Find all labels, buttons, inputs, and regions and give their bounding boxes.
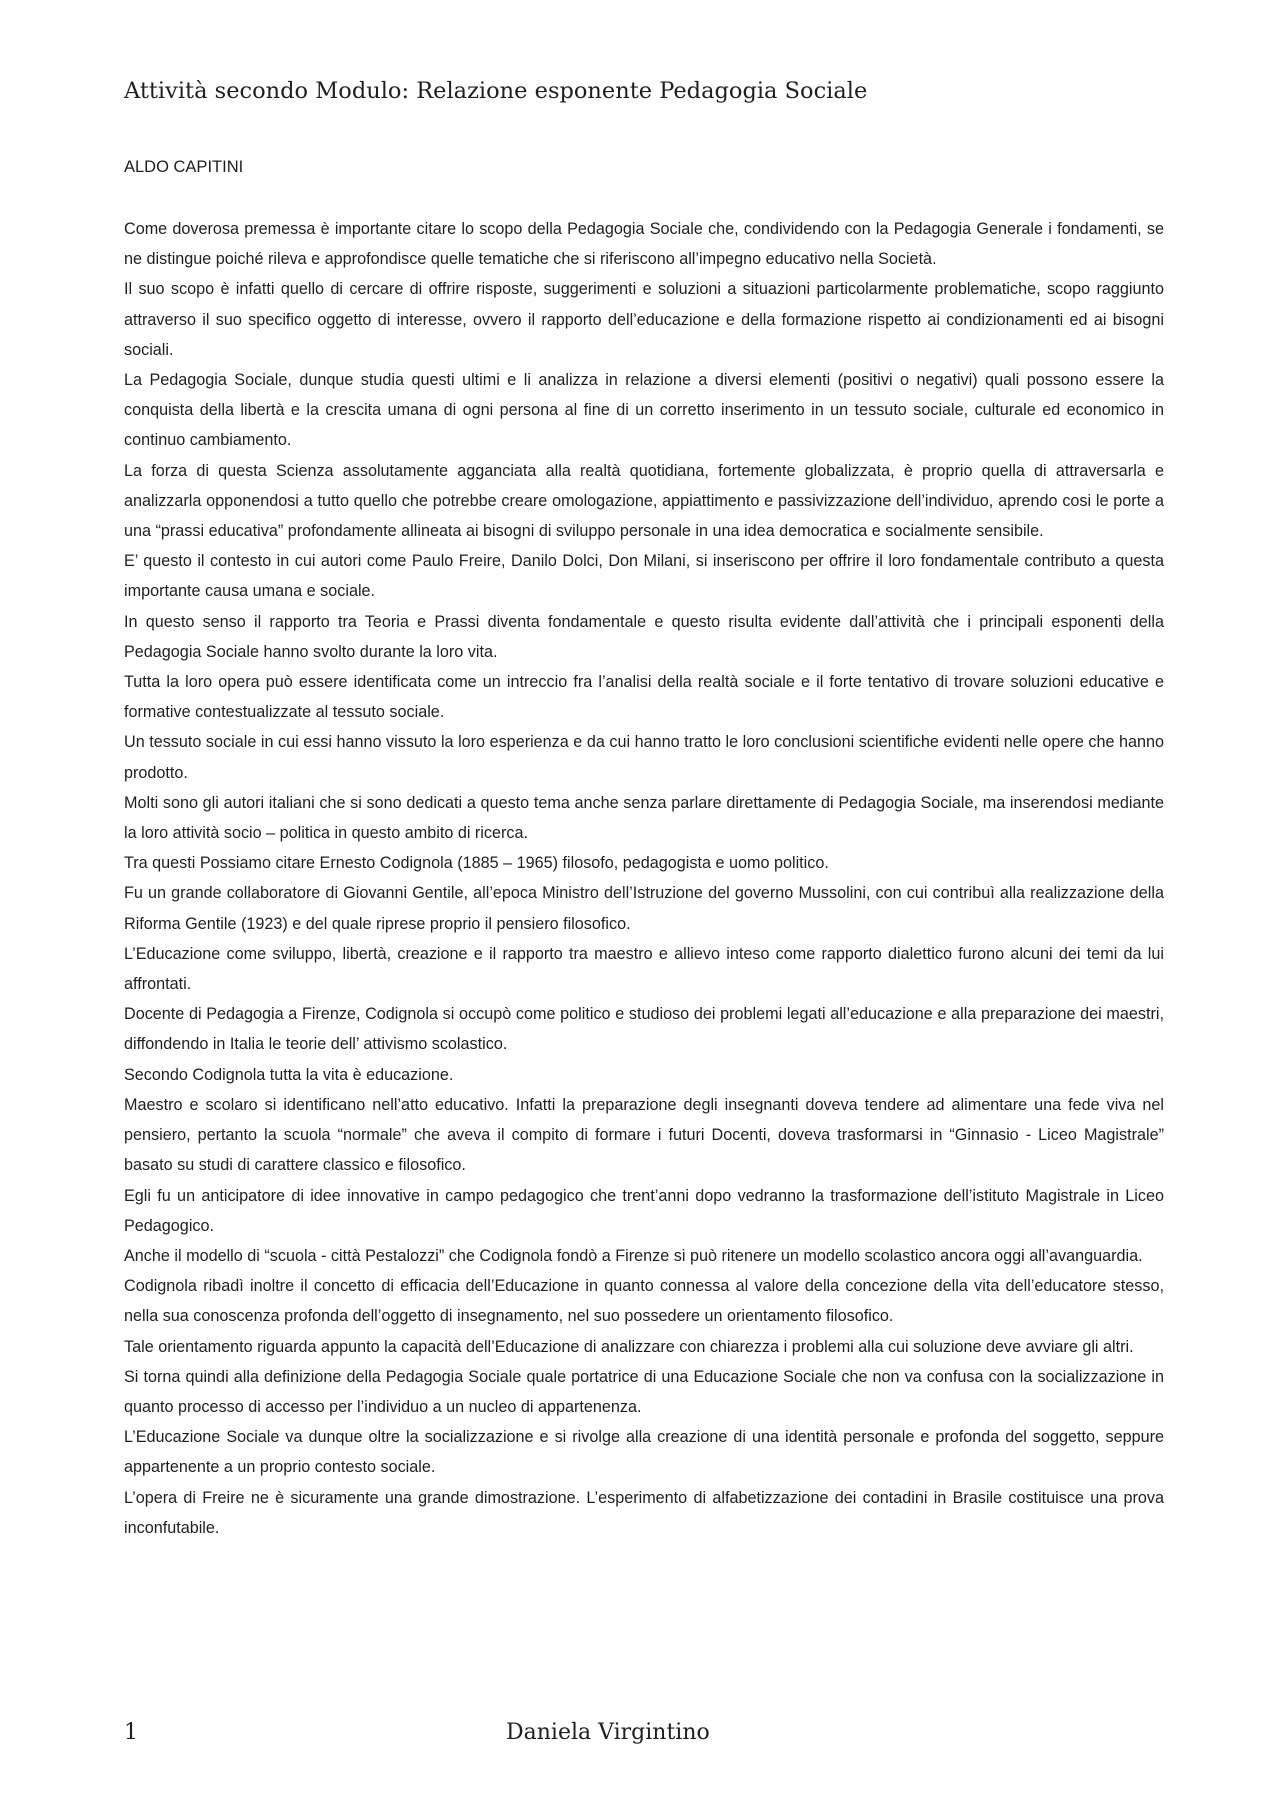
- paragraph: Il suo scopo è infatti quello di cercare di offrire risposte, suggerimenti e soluzioni a situazioni particolarmente problematiche, scopo raggiunto attraverso il suo specifico oggetto di interesse, ovvero il rapporto dell’educazione e della formazione rispetto ai condizionamenti ed ai bisogni sociali.: [124, 280, 1164, 359]
- paragraph: L’Educazione Sociale va dunque oltre la socializzazione e si rivolge alla creazione di una identità personale e profonda del soggetto, seppure appartenente a un proprio contesto sociale.: [124, 1428, 1164, 1477]
- document-subject: ALDO CAPITINI: [124, 158, 244, 176]
- paragraph: Un tessuto sociale in cui essi hanno vissuto la loro esperienza e da cui hanno tratto le loro conclusioni scientifiche evidenti nelle opere che hanno prodotto.: [124, 733, 1164, 782]
- paragraph: Maestro e scolaro si identificano nell’atto educativo. Infatti la preparazione degli insegnanti doveva tendere ad alimentare una fede viva nel pensiero, pertanto la scuola “normale” che aveva il compito di formare i futuri Docenti, doveva trasformarsi in “Ginnasio - Liceo Magistrale” basato su studi di carattere classico e filosofico.: [124, 1095, 1164, 1175]
- paragraph: Si torna quindi alla definizione della Pedagogia Sociale quale portatrice di una Educazione Sociale che non va confusa con la socializzazione in quanto processo di accesso per l’individuo a un nucleo di appartenenza.: [124, 1367, 1164, 1416]
- paragraph: L’opera di Freire ne è sicuramente una grande dimostrazione. L’esperimento di alfabetizzazione dei contadini in Brasile costituisce una prova inconfutabile.: [124, 1488, 1164, 1537]
- paragraph: Tra questi Possiamo citare Ernesto Codignola (1885 – 1965) filosofo, pedagogista e uomo politico.: [124, 854, 829, 873]
- paragraph: Molti sono gli autori italiani che si sono dedicati a questo tema anche senza parlare direttamente di Pedagogia Sociale, ma inserendosi mediante la loro attività socio – politica in questo ambito di ricerca.: [124, 793, 1164, 843]
- paragraph: Fu un grande collaboratore di Giovanni Gentile, all’epoca Ministro dell’Istruzione del governo Mussolini, con cui contribuì alla realizzazione della Riforma Gentile (1923) e del quale riprese proprio il pensiero filosofico.: [124, 884, 1164, 933]
- body-text: [124, 214, 1164, 1543]
- footer-author: Daniela Virgintino: [506, 1720, 710, 1745]
- paragraph: Codignola ribadì inoltre il concetto di efficacia dell’Educazione in quanto connessa al valore della concezione della vita dell’educatore stesso, nella sua conoscenza profonda dell’oggetto di insegnamento, nel suo possedere un orientamento filosofico.: [124, 1277, 1164, 1326]
- paragraph: La Pedagogia Sociale, dunque studia questi ultimi e li analizza in relazione a diversi elementi (positivi o negativi) quali possono essere la conquista della libertà e la crescita umana di ogni persona al fine di un corretto inserimento in un tessuto sociale, culturale ed economico in continuo cambiamento.: [124, 371, 1164, 450]
- paragraph: Anche il modello di “scuola - città Pestalozzi” che Codignola fondò a Firenze si può ritenere un modello scolastico ancora oggi all’avanguardia.: [124, 1246, 1143, 1265]
- paragraph: Come doverosa premessa è importante citare lo scopo della Pedagogia Sociale che, condividendo con la Pedagogia Generale i fondamenti, se ne distingue poiché rileva e approfondisce quelle tematiche che si riferiscono all’impegno educativo nella Società.: [124, 220, 1164, 269]
- paragraph: In questo senso il rapporto tra Teoria e Prassi diventa fondamentale e questo risulta evidente dall’attività che i principali esponenti della Pedagogia Sociale hanno svolto durante la loro vita.: [124, 612, 1164, 661]
- paragraph: L’Educazione come sviluppo, libertà, creazione e il rapporto tra maestro e allievo inteso come rapporto dialettico furono alcuni dei temi da lui affrontati.: [124, 944, 1164, 994]
- paragraph: Egli fu un anticipatore di idee innovative in campo pedagogico che trent’anni dopo vedranno la trasformazione dell’istituto Magistrale in Liceo Pedagogico.: [124, 1186, 1164, 1235]
- paragraph: Secondo Codignola tutta la vita è educazione.: [124, 1065, 454, 1084]
- paragraph: Tutta la loro opera può essere identificata come un intreccio fra l’analisi della realtà sociale e il forte tentativo di trovare soluzioni educative e formative contestualizzate al tessuto sociale.: [124, 673, 1164, 722]
- paragraph: Tale orientamento riguarda appunto la capacità dell’Educazione di analizzare con chiarezza i problemi alla cui soluzione deve avviare gli altri.: [124, 1337, 1134, 1356]
- paragraph: La forza di questa Scienza assolutamente agganciata alla realtà quotidiana, fortemente globalizzata, è proprio quella di attraversarla e analizzarla opponendosi a tutto quello che potrebbe creare omologazione, appiattimento e passivizzazione dell’individuo, aprendo cosi le porte a una “prassi educativa” profondamente allineata ai bisogni di sviluppo personale in una idea democratica e socialmente sensibile.: [124, 461, 1164, 541]
- header-title: Attività secondo Modulo: Relazione esponente Pedagogia Sociale: [124, 78, 868, 104]
- paragraph: Docente di Pedagogia a Firenze, Codignola si occupò come politico e studioso dei problemi legati all’educazione e alla preparazione dei maestri, diffondendo in Italia le teorie dell’ attivismo scolastico.: [124, 1005, 1164, 1054]
- page-number: 1: [124, 1720, 138, 1745]
- paragraph: E’ questo il contesto in cui autori come Paulo Freire, Danilo Dolci, Don Milani, si inseriscono per offrire il loro fondamentale contributo a questa importante causa umana e sociale.: [124, 552, 1164, 601]
